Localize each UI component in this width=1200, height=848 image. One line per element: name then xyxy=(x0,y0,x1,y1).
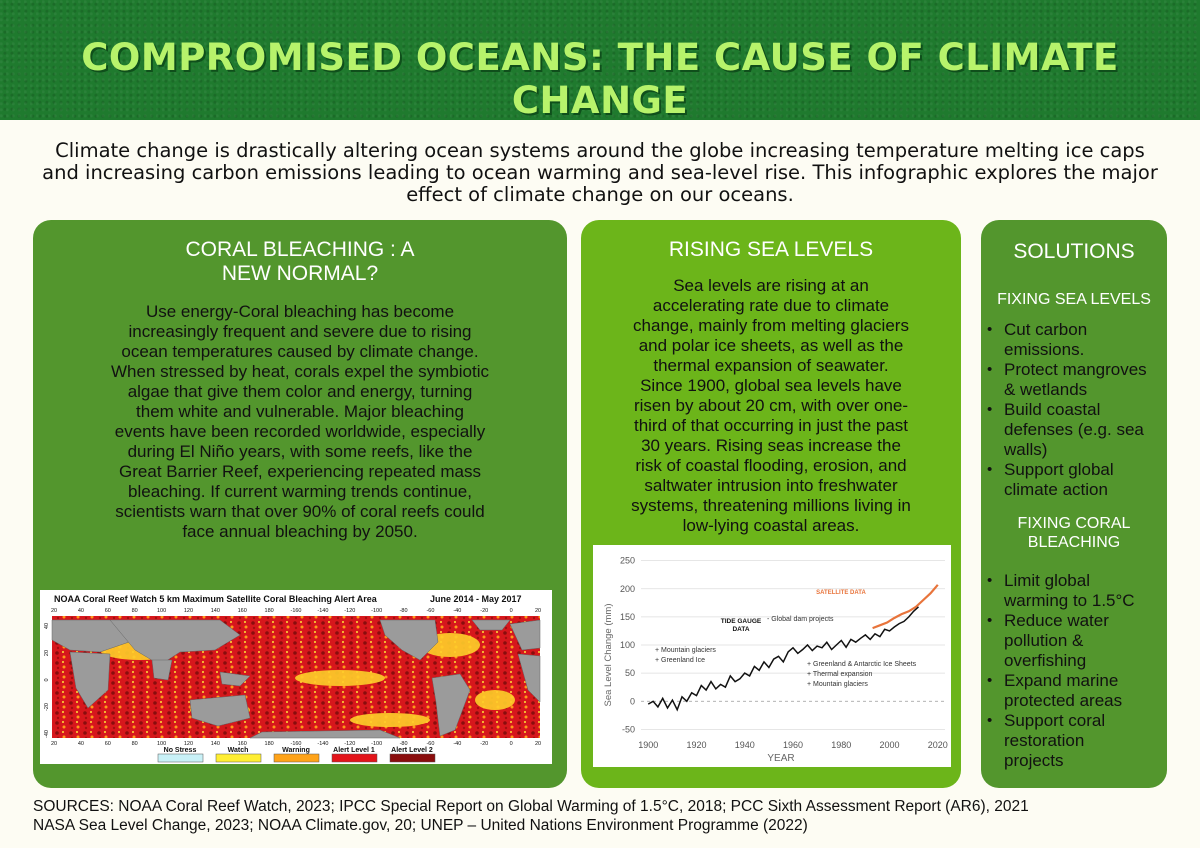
solution-item-line: • Cut carbon xyxy=(1004,320,1088,339)
coral-panel-body xyxy=(33,302,567,542)
map-lon-tick: -140 xyxy=(317,608,329,614)
page-title: COMPROMISED OCEANS: THE CAUSE OF CLIMATE CHANGE xyxy=(81,36,1119,122)
solution-item-line: warming to 1.5°C xyxy=(1004,591,1135,610)
chart-y-tick: 50 xyxy=(624,668,635,679)
map-lon-tick: -20 xyxy=(480,741,489,747)
map-legend-swatch xyxy=(158,754,203,762)
body-line: them white and vulnerable. Major bleaching xyxy=(136,402,464,421)
map-lon-tick: 60 xyxy=(104,741,111,747)
solution-item xyxy=(981,671,1167,711)
map-lon-tick: 40 xyxy=(77,608,84,614)
chart-annotation-tide-gauge: DATA xyxy=(732,626,750,633)
map-lon-tick: -120 xyxy=(344,608,356,614)
map-lon-tick: 140 xyxy=(210,741,220,747)
map-lon-tick: 180 xyxy=(264,741,274,747)
chart-x-tick: 1920 xyxy=(686,740,707,750)
body-line: Great Barrier Reef, experiencing repeated mass xyxy=(119,462,481,481)
coral-title-line: CORAL BLEACHING : A xyxy=(185,238,415,261)
map-lon-tick: 80 xyxy=(131,608,138,614)
chart-annotation: + Mountain glaciers xyxy=(807,681,868,688)
map-lat-tick: -20 xyxy=(44,703,50,711)
map-lon-tick: 20 xyxy=(534,608,542,614)
body-line: during El Niño years, with some reefs, like the xyxy=(127,442,473,461)
map-lon-tick: -160 xyxy=(290,608,302,614)
solution-item xyxy=(981,460,1167,500)
fixing-sea-levels-heading: FIXING SEA LEVELS xyxy=(997,291,1151,308)
map-legend-swatch xyxy=(274,754,319,762)
body-line: systems, threatening millions living in xyxy=(631,496,911,515)
body-line: ocean temperatures caused by climate change. xyxy=(121,342,479,361)
solution-item-line: restoration xyxy=(1004,731,1085,750)
chart-x-tick: 1980 xyxy=(831,740,852,750)
solution-item-line: projects xyxy=(1004,751,1064,770)
heading-line: BLEACHING xyxy=(1027,534,1121,551)
solution-item-line: • Protect mangroves xyxy=(1004,360,1147,379)
map-lon-tick: 100 xyxy=(156,608,167,614)
sea-level-chart xyxy=(593,545,951,767)
intro-line: effect of climate change on our oceans. xyxy=(406,183,794,206)
chart-y-tick: 200 xyxy=(619,583,635,594)
coral-bleaching-map xyxy=(40,590,552,764)
solution-item-line: & wetlands xyxy=(1004,380,1088,399)
body-line: scientists warn that over 90% of coral reefs could xyxy=(115,502,485,521)
solutions-panel xyxy=(981,220,1167,788)
chart-y-tick: 150 xyxy=(619,611,635,622)
map-period: June 2014 - May 2017 xyxy=(430,594,522,604)
map-legend-swatch xyxy=(332,754,377,762)
solution-item xyxy=(981,360,1167,400)
body-line: algae that give them color and energy, turning xyxy=(127,382,473,401)
map-legend-label: Alert Level 1 xyxy=(333,747,375,754)
solution-item-line: • Limit global xyxy=(1004,571,1090,590)
map-lon-tick: -160 xyxy=(290,741,302,747)
chart-x-tick-labels xyxy=(638,740,948,750)
header-banner xyxy=(0,0,1200,120)
map-legend-label: Alert Level 2 xyxy=(391,747,433,754)
chart-x-tick: 1900 xyxy=(638,740,659,750)
chart-annotation-satellite: SATELLITE DATA xyxy=(816,590,866,596)
coral-panel-title xyxy=(33,238,567,286)
map-lon-tick: -120 xyxy=(344,741,356,747)
solution-item-line: • Support coral xyxy=(1004,711,1106,730)
map-lon-tick: -80 xyxy=(399,741,408,747)
map-lon-tick: 160 xyxy=(237,608,247,614)
chart-x-tick: 2020 xyxy=(927,740,948,750)
solutions-title: SOLUTIONS xyxy=(1013,240,1135,263)
map-lon-tick: 140 xyxy=(210,608,220,614)
body-line: third of that occurring in just the past xyxy=(633,416,909,435)
map-lon-tick: -60 xyxy=(426,608,435,614)
map-lon-ticks-top xyxy=(51,608,541,614)
chart-gridlines xyxy=(641,561,945,730)
solution-item xyxy=(981,400,1167,460)
map-lon-tick: 80 xyxy=(131,741,138,747)
map-lon-tick: 20 xyxy=(50,741,58,747)
solution-item-line: • Reduce water xyxy=(1004,611,1109,630)
solution-item-line: • Build coastal xyxy=(1004,400,1101,419)
solution-item-line: emissions. xyxy=(1004,340,1085,359)
chart-y-tick: 250 xyxy=(619,555,635,566)
solution-item xyxy=(981,320,1167,360)
map-lat-tick: 0 xyxy=(44,678,50,682)
body-line: Sea levels are rising at an xyxy=(673,276,869,295)
map-lon-tick: 0 xyxy=(509,741,513,747)
sea-solutions-list xyxy=(981,320,1167,500)
body-line: low-lying coastal areas. xyxy=(682,516,860,535)
map-lon-tick: 120 xyxy=(183,741,194,747)
solution-item-line: pollution & xyxy=(1004,631,1084,650)
body-line: face annual bleaching by 2050. xyxy=(182,522,418,541)
map-lon-tick: -20 xyxy=(480,608,489,614)
chart-annotation: + Mountain glaciers xyxy=(655,647,716,654)
body-line: saltwater intrusion into freshwater xyxy=(644,476,898,495)
body-line: accelerating rate due to climate xyxy=(652,296,890,315)
intro-text xyxy=(30,140,1170,206)
intro-line: Climate change is drastically altering ocean systems around the globe increasing temperature melting ice caps xyxy=(55,139,1145,162)
body-line: 30 years. Rising seas increase the xyxy=(641,436,901,455)
body-line: Since 1900, global sea levels have xyxy=(640,376,902,395)
solution-item-line: • Support global xyxy=(1004,460,1114,479)
chart-annotation: + Greenland Ice xyxy=(655,657,706,664)
solution-item xyxy=(981,611,1167,671)
body-line: increasingly frequent and severe due to rising xyxy=(128,322,472,341)
intro-line: and increasing carbon emissions leading to ocean warming and sea-level rise. This infographic explores the major xyxy=(42,161,1158,184)
map-lon-tick: -80 xyxy=(399,608,408,614)
body-line: bleaching. If current warming trends continue, xyxy=(128,482,472,501)
chart-x-tick: 1960 xyxy=(782,740,804,750)
chart-y-axis-label: Sea Level Change (mm) xyxy=(603,603,614,707)
map-legend-label: Warning xyxy=(282,747,310,754)
solution-item-line: defenses (e.g. sea xyxy=(1004,420,1144,439)
satellite-line xyxy=(873,585,938,628)
chart-x-tick: 2000 xyxy=(879,740,900,750)
map-lon-tick: -140 xyxy=(317,741,329,747)
map-lon-tick: 20 xyxy=(50,608,58,614)
solution-item-line: walls) xyxy=(1004,440,1048,459)
chart-annotation: + Thermal expansion xyxy=(807,671,873,678)
map-lon-tick: -40 xyxy=(453,741,462,747)
coral-title-line: NEW NORMAL? xyxy=(221,262,379,285)
body-line: thermal expansion of seawater. xyxy=(653,356,889,375)
sea-panel-title: RISING SEA LEVELS xyxy=(668,238,874,261)
map-lon-tick: -100 xyxy=(371,608,383,614)
sources-text xyxy=(33,797,1183,835)
sources-line: SOURCES: NOAA Coral Reef Watch, 2023; IPCC Special Report on Global Warming of 1.5°C, 2018; PCC Sixth Assessment Report (AR6), 2021 xyxy=(33,798,1029,815)
chart-y-tick: -50 xyxy=(621,724,635,735)
chart-x-axis-label: YEAR xyxy=(767,753,795,764)
solution-item xyxy=(981,711,1167,771)
solution-item-line: • Expand marine xyxy=(1004,671,1119,690)
map-lat-tick: 40 xyxy=(44,622,50,630)
solution-item-line: climate action xyxy=(1004,480,1108,499)
map-legend-label: No Stress xyxy=(163,747,197,754)
map-lon-tick: 20 xyxy=(534,741,542,747)
map-legend-label: Watch xyxy=(227,747,249,754)
body-line: change, mainly from melting glaciers xyxy=(633,316,909,335)
map-lon-tick: -40 xyxy=(453,608,462,614)
solution-item-line: overfishing xyxy=(1004,651,1087,670)
body-line: risen by about 20 cm, with over one- xyxy=(633,396,909,415)
map-lon-tick: -60 xyxy=(426,741,435,747)
sources-line: NASA Sea Level Change, 2023; NOAA Climate.gov, 20; UNEP – United Nations Environment Programme (2022) xyxy=(33,817,808,834)
chart-annotation: + Greenland & Antarctic Ice Sheets xyxy=(807,661,917,668)
coral-solutions-list xyxy=(981,571,1167,771)
heading-line: FIXING CORAL xyxy=(1017,515,1131,532)
chart-y-tick-labels xyxy=(620,556,635,735)
map-title: NOAA Coral Reef Watch 5 km Maximum Satellite Coral Bleaching Alert Area xyxy=(54,594,377,604)
map-lon-tick: 180 xyxy=(264,608,274,614)
map-lat-tick: -40 xyxy=(44,730,50,738)
chart-annotation-dams: - Global dam projects xyxy=(767,616,834,623)
body-line: and polar ice sheets, as well as the xyxy=(638,336,904,355)
map-legend-swatch xyxy=(216,754,261,762)
solution-item-line: protected areas xyxy=(1004,691,1123,710)
chart-y-tick: 100 xyxy=(619,640,635,650)
map-lon-tick: 160 xyxy=(237,741,247,747)
solution-item xyxy=(981,571,1167,611)
map-lon-tick: 120 xyxy=(183,608,194,614)
sea-panel-body xyxy=(581,276,961,536)
chart-y-tick: 0 xyxy=(629,696,635,707)
map-lon-tick: 0 xyxy=(509,608,513,614)
body-line: events have been recorded worldwide, especially xyxy=(114,422,486,441)
body-line: When stressed by heat, corals expel the symbiotic xyxy=(111,362,489,381)
map-lon-tick: 100 xyxy=(156,741,167,747)
map-legend-swatch xyxy=(390,754,435,762)
chart-x-tick: 1940 xyxy=(734,740,755,750)
map-lon-tick: 40 xyxy=(77,741,84,747)
map-lat-ticks-left xyxy=(44,623,50,738)
body-line: risk of coastal flooding, erosion, and xyxy=(635,456,907,475)
map-lat-tick: 20 xyxy=(44,649,50,657)
body-line: Use energy-Coral bleaching has become xyxy=(145,302,455,321)
chart-annotation-tide-gauge: TIDE GAUGE xyxy=(720,618,762,625)
map-lon-tick: -100 xyxy=(371,741,383,747)
fixing-coral-heading xyxy=(981,514,1167,552)
map-lon-tick: 60 xyxy=(104,608,111,614)
map-legend xyxy=(158,747,435,762)
